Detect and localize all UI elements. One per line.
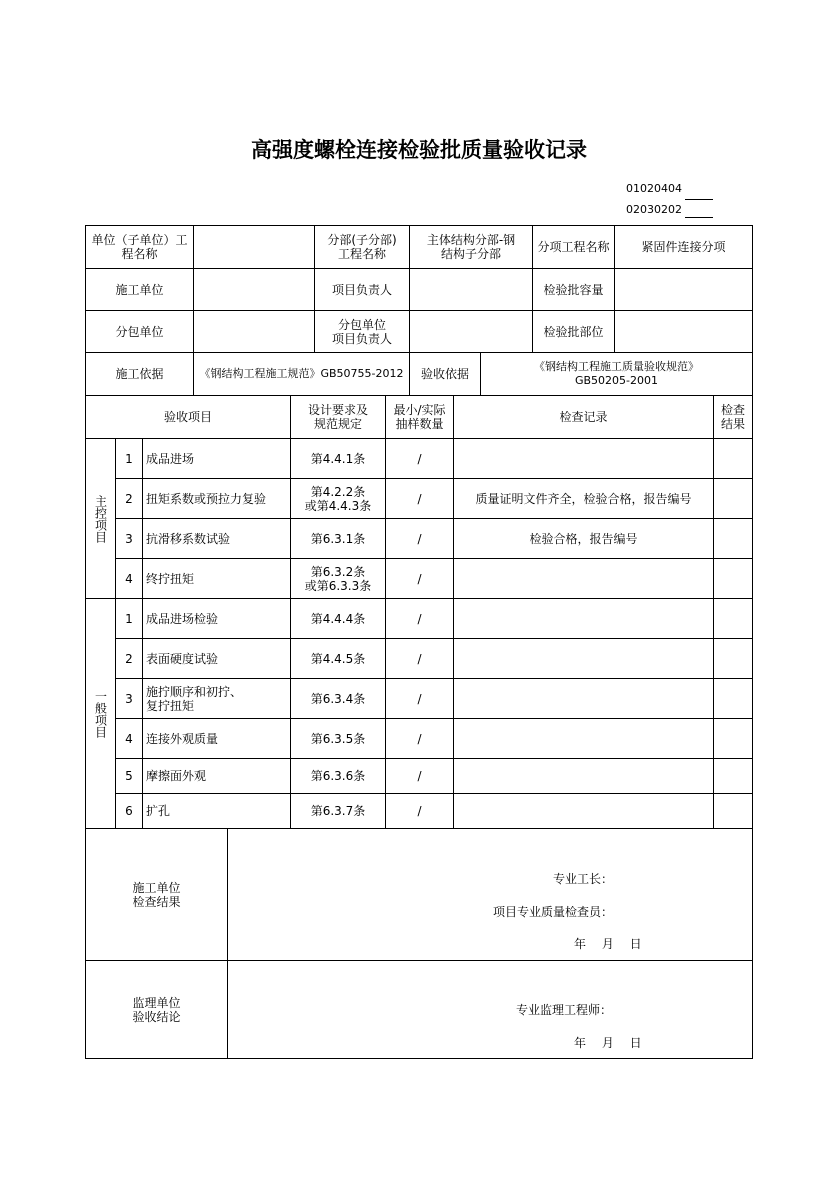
item-record[interactable]: 质量证明文件齐全，检验合格，报告编号: [453, 478, 714, 519]
item-record[interactable]: [453, 438, 714, 479]
row-number: 1: [115, 438, 143, 479]
col-result: 检查 结果: [713, 395, 753, 439]
location-value[interactable]: [614, 310, 753, 353]
subcontractor-label: 分包单位: [85, 310, 194, 353]
item-sample: /: [385, 758, 454, 794]
item-name: 施拧顺序和初拧、 复拧扭矩: [142, 678, 291, 719]
basis-value[interactable]: 《钢结构工程施工规范》GB50755-2012: [193, 352, 410, 396]
item-spec: 第6.3.5条: [290, 718, 386, 759]
supervision-label: 监理单位 验收结论: [85, 960, 228, 1059]
unit-name-label: 单位（子单位）工 程名称: [85, 225, 194, 269]
col-item: 验收项目: [85, 395, 291, 439]
item-result[interactable]: [713, 598, 753, 639]
item-name: 终拧扭矩: [142, 558, 291, 599]
item-name: 表面硬度试验: [142, 638, 291, 679]
item-sample: /: [385, 678, 454, 719]
item-result[interactable]: [713, 758, 753, 794]
item-spec: 第6.3.4条: [290, 678, 386, 719]
item-result[interactable]: [713, 518, 753, 559]
item-name: 成品进场: [142, 438, 291, 479]
item-sample: /: [385, 638, 454, 679]
item-sample: /: [385, 518, 454, 559]
sub-pm-value[interactable]: [409, 310, 533, 353]
item-result[interactable]: [713, 478, 753, 519]
item-spec: 第6.3.7条: [290, 793, 386, 829]
inspector-label: 项目专业质量检查员：: [493, 905, 614, 919]
item-record[interactable]: [453, 638, 714, 679]
col-spec: 设计要求及 规范规定: [290, 395, 386, 439]
row-number: 2: [115, 478, 143, 519]
col-sample: 最小/实际 抽样数量: [385, 395, 454, 439]
capacity-label: 检验批容量: [532, 268, 615, 311]
code-underline: [685, 199, 713, 200]
item-sample: /: [385, 558, 454, 599]
construction-check-area[interactable]: [227, 828, 753, 961]
item-result[interactable]: [713, 438, 753, 479]
constructor-label: 施工单位: [85, 268, 194, 311]
item-name: 摩擦面外观: [142, 758, 291, 794]
code-underline: [685, 217, 713, 218]
subitem-label: 分项工程名称: [532, 225, 615, 269]
item-result[interactable]: [713, 678, 753, 719]
supervision-date: 年 月 日: [574, 1036, 642, 1050]
item-spec: 第4.4.1条: [290, 438, 386, 479]
supervision-area[interactable]: [227, 960, 753, 1059]
page-title: 高强度螺栓连接检验批质量验收记录: [251, 137, 587, 162]
subitem-value[interactable]: 紧固件连接分项: [614, 225, 753, 269]
item-record[interactable]: [453, 793, 714, 829]
item-sample: /: [385, 478, 454, 519]
col-record: 检查记录: [453, 395, 714, 439]
item-spec: 第6.3.6条: [290, 758, 386, 794]
item-spec: 第4.4.4条: [290, 598, 386, 639]
row-number: 6: [115, 793, 143, 829]
item-sample: /: [385, 438, 454, 479]
unit-name-value[interactable]: [193, 225, 315, 269]
division-value[interactable]: 主体结构分部-钢 结构子分部: [409, 225, 533, 269]
item-record[interactable]: [453, 558, 714, 599]
item-name: 成品进场检验: [142, 598, 291, 639]
construction-date: 年 月 日: [574, 937, 642, 951]
item-spec: 第6.3.1条: [290, 518, 386, 559]
division-label: 分部(子分部) 工程名称: [314, 225, 410, 269]
item-record[interactable]: 检验合格，报告编号: [453, 518, 714, 559]
row-number: 5: [115, 758, 143, 794]
location-label: 检验批部位: [532, 310, 615, 353]
row-number: 3: [115, 678, 143, 719]
code-2: 02030202: [626, 203, 682, 216]
item-result[interactable]: [713, 638, 753, 679]
main-items-label: 主控项目: [85, 438, 116, 599]
item-record[interactable]: [453, 598, 714, 639]
subcontractor-value[interactable]: [193, 310, 315, 353]
item-name: 扩孔: [142, 793, 291, 829]
acceptance-basis-label: 验收依据: [409, 352, 481, 396]
item-result[interactable]: [713, 793, 753, 829]
item-spec: 第4.4.5条: [290, 638, 386, 679]
item-name: 抗滑移系数试验: [142, 518, 291, 559]
general-items-label: 一般项目: [85, 598, 116, 829]
item-spec: 第4.2.2条 或第4.4.3条: [290, 478, 386, 519]
sub-pm-label: 分包单位 项目负责人: [314, 310, 410, 353]
item-record[interactable]: [453, 758, 714, 794]
item-result[interactable]: [713, 558, 753, 599]
capacity-value[interactable]: [614, 268, 753, 311]
engineer-label: 专业监理工程师：: [516, 1003, 613, 1017]
item-spec: 第6.3.2条 或第6.3.3条: [290, 558, 386, 599]
row-number: 4: [115, 718, 143, 759]
item-sample: /: [385, 718, 454, 759]
item-name: 连接外观质量: [142, 718, 291, 759]
row-number: 2: [115, 638, 143, 679]
item-record[interactable]: [453, 718, 714, 759]
row-number: 1: [115, 598, 143, 639]
basis-label: 施工依据: [85, 352, 194, 396]
item-result[interactable]: [713, 718, 753, 759]
constructor-value[interactable]: [193, 268, 315, 311]
row-number: 3: [115, 518, 143, 559]
pm-label: 项目负责人: [314, 268, 410, 311]
item-name: 扭矩系数或预拉力复验: [142, 478, 291, 519]
code-1: 01020404: [626, 182, 682, 195]
acceptance-basis-value[interactable]: 《钢结构工程施工质量验收规范》 GB50205-2001: [480, 352, 753, 396]
foreman-label: 专业工长：: [553, 872, 614, 886]
row-number: 4: [115, 558, 143, 599]
item-record[interactable]: [453, 678, 714, 719]
construction-check-label: 施工单位 检查结果: [85, 828, 228, 961]
item-sample: /: [385, 793, 454, 829]
pm-value[interactable]: [409, 268, 533, 311]
item-sample: /: [385, 598, 454, 639]
